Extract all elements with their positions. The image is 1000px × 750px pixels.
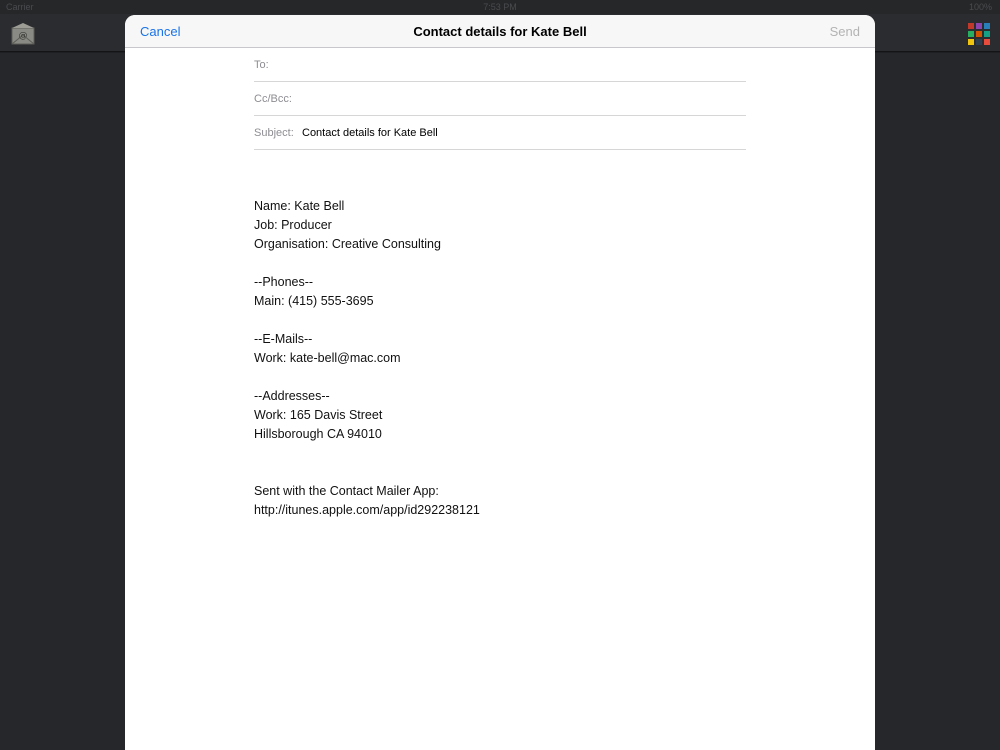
body-line: http://itunes.apple.com/app/id292238121 (254, 503, 480, 517)
to-field-row (254, 48, 746, 82)
body-line (254, 311, 746, 330)
cc-bcc-input[interactable] (300, 88, 740, 110)
compose-title: Contact details for Kate Bell (413, 24, 587, 39)
body-line: --Addresses-- (254, 389, 330, 403)
svg-text:@: @ (18, 31, 28, 41)
body-line (254, 463, 746, 482)
body-line (254, 254, 746, 273)
subject-field-row (254, 116, 746, 150)
grid-cell (984, 23, 990, 29)
grid-cell (976, 31, 982, 37)
grid-cell (984, 39, 990, 45)
cc-bcc-label: Cc/Bcc: (254, 93, 292, 105)
body-line: Main: (415) 555-3695 (254, 294, 374, 308)
body-line: Work: kate-bell@mac.com (254, 351, 401, 365)
body-line: --E-Mails-- (254, 332, 313, 346)
status-bar (0, 0, 1000, 14)
body-line: Hillsborough CA 94010 (254, 427, 382, 441)
subject-input[interactable]: Contact details for Kate Bell (302, 127, 438, 139)
body-line (254, 444, 746, 463)
body-line: Name: Kate Bell (254, 199, 345, 213)
grid-cell (968, 31, 974, 37)
body-line (254, 368, 746, 387)
body-line: --Phones-- (254, 275, 314, 289)
cc-field-row (254, 82, 746, 116)
body-line: Organisation: Creative Consulting (254, 237, 441, 251)
to-label: To: (254, 59, 269, 71)
grid-cell (976, 39, 982, 45)
to-input[interactable] (282, 54, 742, 76)
body-line: Job: Producer (254, 218, 332, 232)
compose-sheet (125, 15, 875, 750)
compose-nav-bar (125, 15, 875, 48)
grid-cell (984, 31, 990, 37)
battery-label: 100% (968, 2, 992, 12)
color-grid-icon[interactable] (968, 23, 992, 47)
message-body[interactable] (254, 197, 746, 520)
body-line: Work: 165 Davis Street (254, 408, 383, 422)
carrier-label: Carrier (6, 2, 34, 12)
body-line: Sent with the Contact Mailer App: (254, 484, 439, 498)
mail-envelope-icon[interactable] (11, 22, 35, 46)
grid-cell (968, 23, 974, 29)
grid-cell (976, 23, 982, 29)
cancel-button[interactable]: Cancel (140, 24, 181, 39)
subject-label: Subject: (254, 127, 294, 139)
status-time: 7:53 PM (483, 2, 517, 12)
grid-cell (968, 39, 974, 45)
send-button[interactable]: Send (829, 24, 860, 39)
